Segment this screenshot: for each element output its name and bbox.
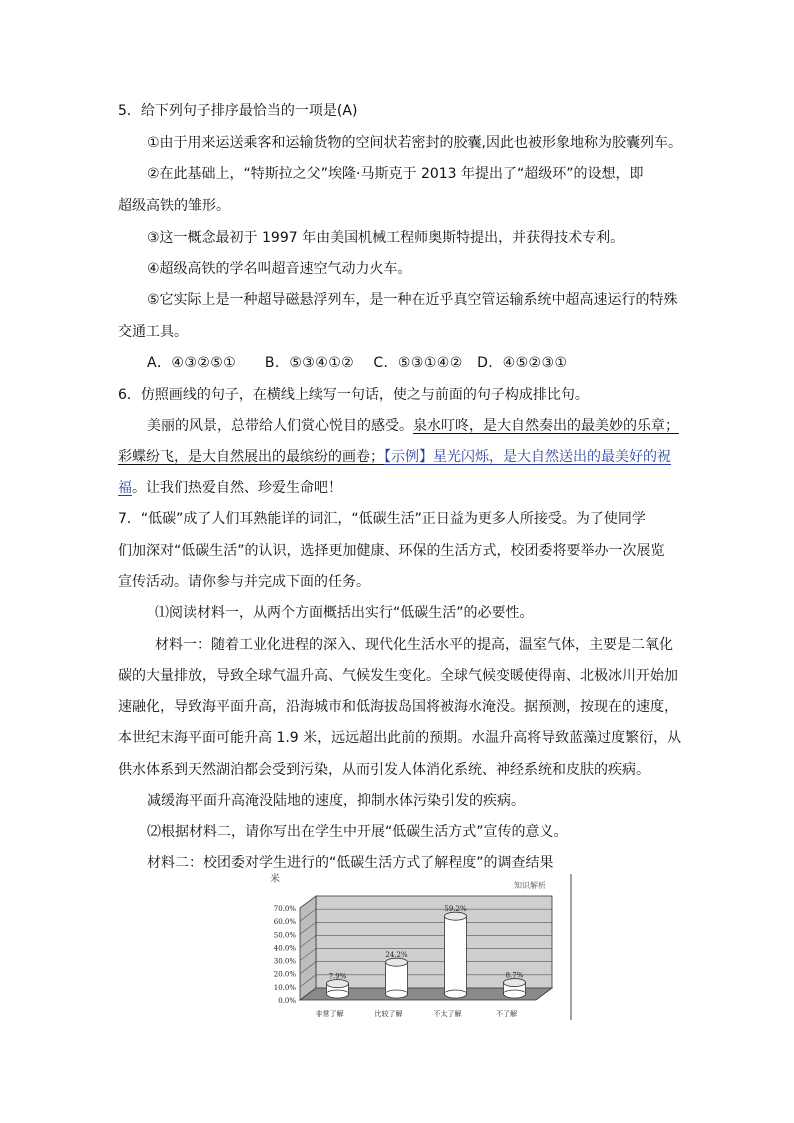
q5-options: A．④③②⑤① B．⑤③④①② C．⑤③①④② D．④⑤②③①	[147, 355, 568, 371]
q6-line-3	[118, 478, 342, 498]
material-1-line-2: 碳的大量排放，导致全球气温升高、气候发生变化。全球气候变暖使得南、北极冰川开始加	[118, 668, 678, 684]
material-1-line-5: 供水体系到天然湖泊都会受到污染，从而引发人体消化系统、神经系统和皮肤的疾病。	[118, 762, 650, 778]
q5-stem: 5．给下列句子排序最恰当的一项是(A)	[118, 103, 358, 119]
q6-answer-example-end: 福	[118, 480, 132, 496]
chart-x-tick-label: 不了解	[496, 1010, 517, 1018]
survey-bar-chart	[258, 870, 578, 1022]
chart-data-label: 24.2%	[385, 951, 408, 960]
material-2-caption: 材料二：校团委对学生进行的“低碳生活方式了解程度”的调查结果	[147, 855, 554, 871]
q6-stem: 6．仿照画线的句子，在横线上续写一句话，使之与前面的句子构成排比句。	[118, 387, 589, 403]
chart-bar-top	[504, 979, 526, 987]
material-1-line-4: 本世纪末海平面可能升高 1.9 米，远远超出此前的预期。水温升高将导致蓝藻过度繁衍，从	[118, 730, 682, 746]
q6-line-1	[147, 416, 679, 436]
q5-sentence-1: ①由于用来运送乘客和运输货物的空间状若密封的胶囊,因此也被形象地称为胶囊列车。	[147, 135, 682, 151]
q5-sentence-5a: ⑤它实际上是一种超导磁悬浮列车，是一种在近乎真空管运输系统中超高速运行的特殊	[147, 292, 678, 308]
material-1-line-1: 材料一：随着工业化进程的深入、现代化生活水平的提高，温室气体，主要是二氧化	[155, 637, 673, 653]
chart-bar-base-mask	[327, 992, 347, 994]
chart-data-label: 8.7%	[505, 971, 524, 980]
q7-stem-1: 7．“低碳”成了人们耳熟能详的词汇，“低碳生活”正日益为更多人所接受。为了使同学	[118, 511, 646, 527]
q7-subquestion-1: ⑴阅读材料一，从两个方面概括出实行“低碳生活”的必要性。	[155, 605, 534, 621]
chart-y-tick-label: 60.0%	[273, 918, 296, 927]
chart-bar-base-mask	[504, 992, 524, 994]
chart-side-wall	[300, 896, 316, 1000]
chart-bar-base-mask	[445, 992, 465, 994]
chart-bar	[386, 962, 408, 994]
chart-y-tick-label: 70.0%	[273, 905, 296, 913]
q6-answer-example: 【示例】星光闪烁，是大自然送出的最美好的祝	[384, 449, 671, 465]
chart-data-label: 7.9%	[328, 972, 347, 981]
q6-line-3-plain: 。让我们热爱自然、珍爱生命吧！	[132, 480, 342, 496]
chart-y-tick-label: 30.0%	[273, 957, 296, 966]
chart-bar	[445, 916, 467, 994]
q5-sentence-3: ③这一概念最初于 1997 年由美国机械工程师奥斯特提出，并获得技术专利。	[147, 230, 625, 246]
chart-y-tick-label: 0.0%	[278, 997, 296, 1005]
chart-corner-mark: 米	[270, 874, 280, 885]
q7-stem-3: 宣传活动。请你参与并完成下面的任务。	[118, 574, 370, 590]
q5-sentence-2a: ②在此基础上，“特斯拉之父”埃隆·马斯克于 2013 年提出了“超级环”的设想，即	[147, 166, 644, 182]
q6-underlined-2: 彩蝶纷飞，是大自然展出的最缤纷的画卷；	[118, 449, 384, 465]
q5-sentence-2b: 超级高铁的雏形。	[118, 198, 230, 214]
material-1-line-3: 速融化，导致海平面升高，沿海城市和低海拔岛国将被海水淹没。据预测，按现在的速度，	[118, 699, 678, 715]
q7-subquestion-2: ⑵根据材料二，请你写出在学生中开展“低碳生活方式”宣传的意义。	[147, 824, 568, 840]
chart-y-tick-label: 10.0%	[273, 983, 296, 992]
chart-x-tick-label: 非常了解	[315, 1010, 344, 1018]
chart-watermark: 知识解析	[514, 881, 546, 890]
chart-bar-base-mask	[386, 992, 406, 994]
chart-y-tick-label: 40.0%	[273, 944, 296, 953]
chart-y-tick-label: 50.0%	[273, 931, 296, 940]
chart-y-tick-label: 20.0%	[273, 970, 296, 979]
q6-line-1-plain: 美丽的风景，总带给人们赏心悦目的感受。	[147, 418, 413, 434]
chart-bar-top	[386, 958, 408, 966]
chart-bar-top	[327, 980, 349, 988]
chart-x-tick-label: 比较了解	[374, 1010, 403, 1018]
chart-plot-area	[274, 896, 552, 1018]
q6-underlined-1: 泉水叮咚，是大自然奏出的最美妙的乐章；	[413, 418, 679, 434]
chart-data-label: 59.2%	[444, 905, 467, 914]
q6-line-2	[118, 447, 671, 467]
chart-bar-top	[445, 912, 467, 920]
q7-answer-1: 减缓海平面升高淹没陆地的速度，抑制水体污染引发的疾病。	[147, 793, 525, 809]
q7-stem-2: 们加深对“低碳生活”的认识，选择更加健康、环保的生活方式，校团委将要举办一次展览	[118, 543, 665, 559]
q5-sentence-4: ④超级高铁的学名叫超音速空气动力火车。	[147, 261, 412, 277]
chart-x-tick-label: 不太了解	[433, 1010, 462, 1018]
q5-sentence-5b: 交通工具。	[118, 324, 188, 340]
